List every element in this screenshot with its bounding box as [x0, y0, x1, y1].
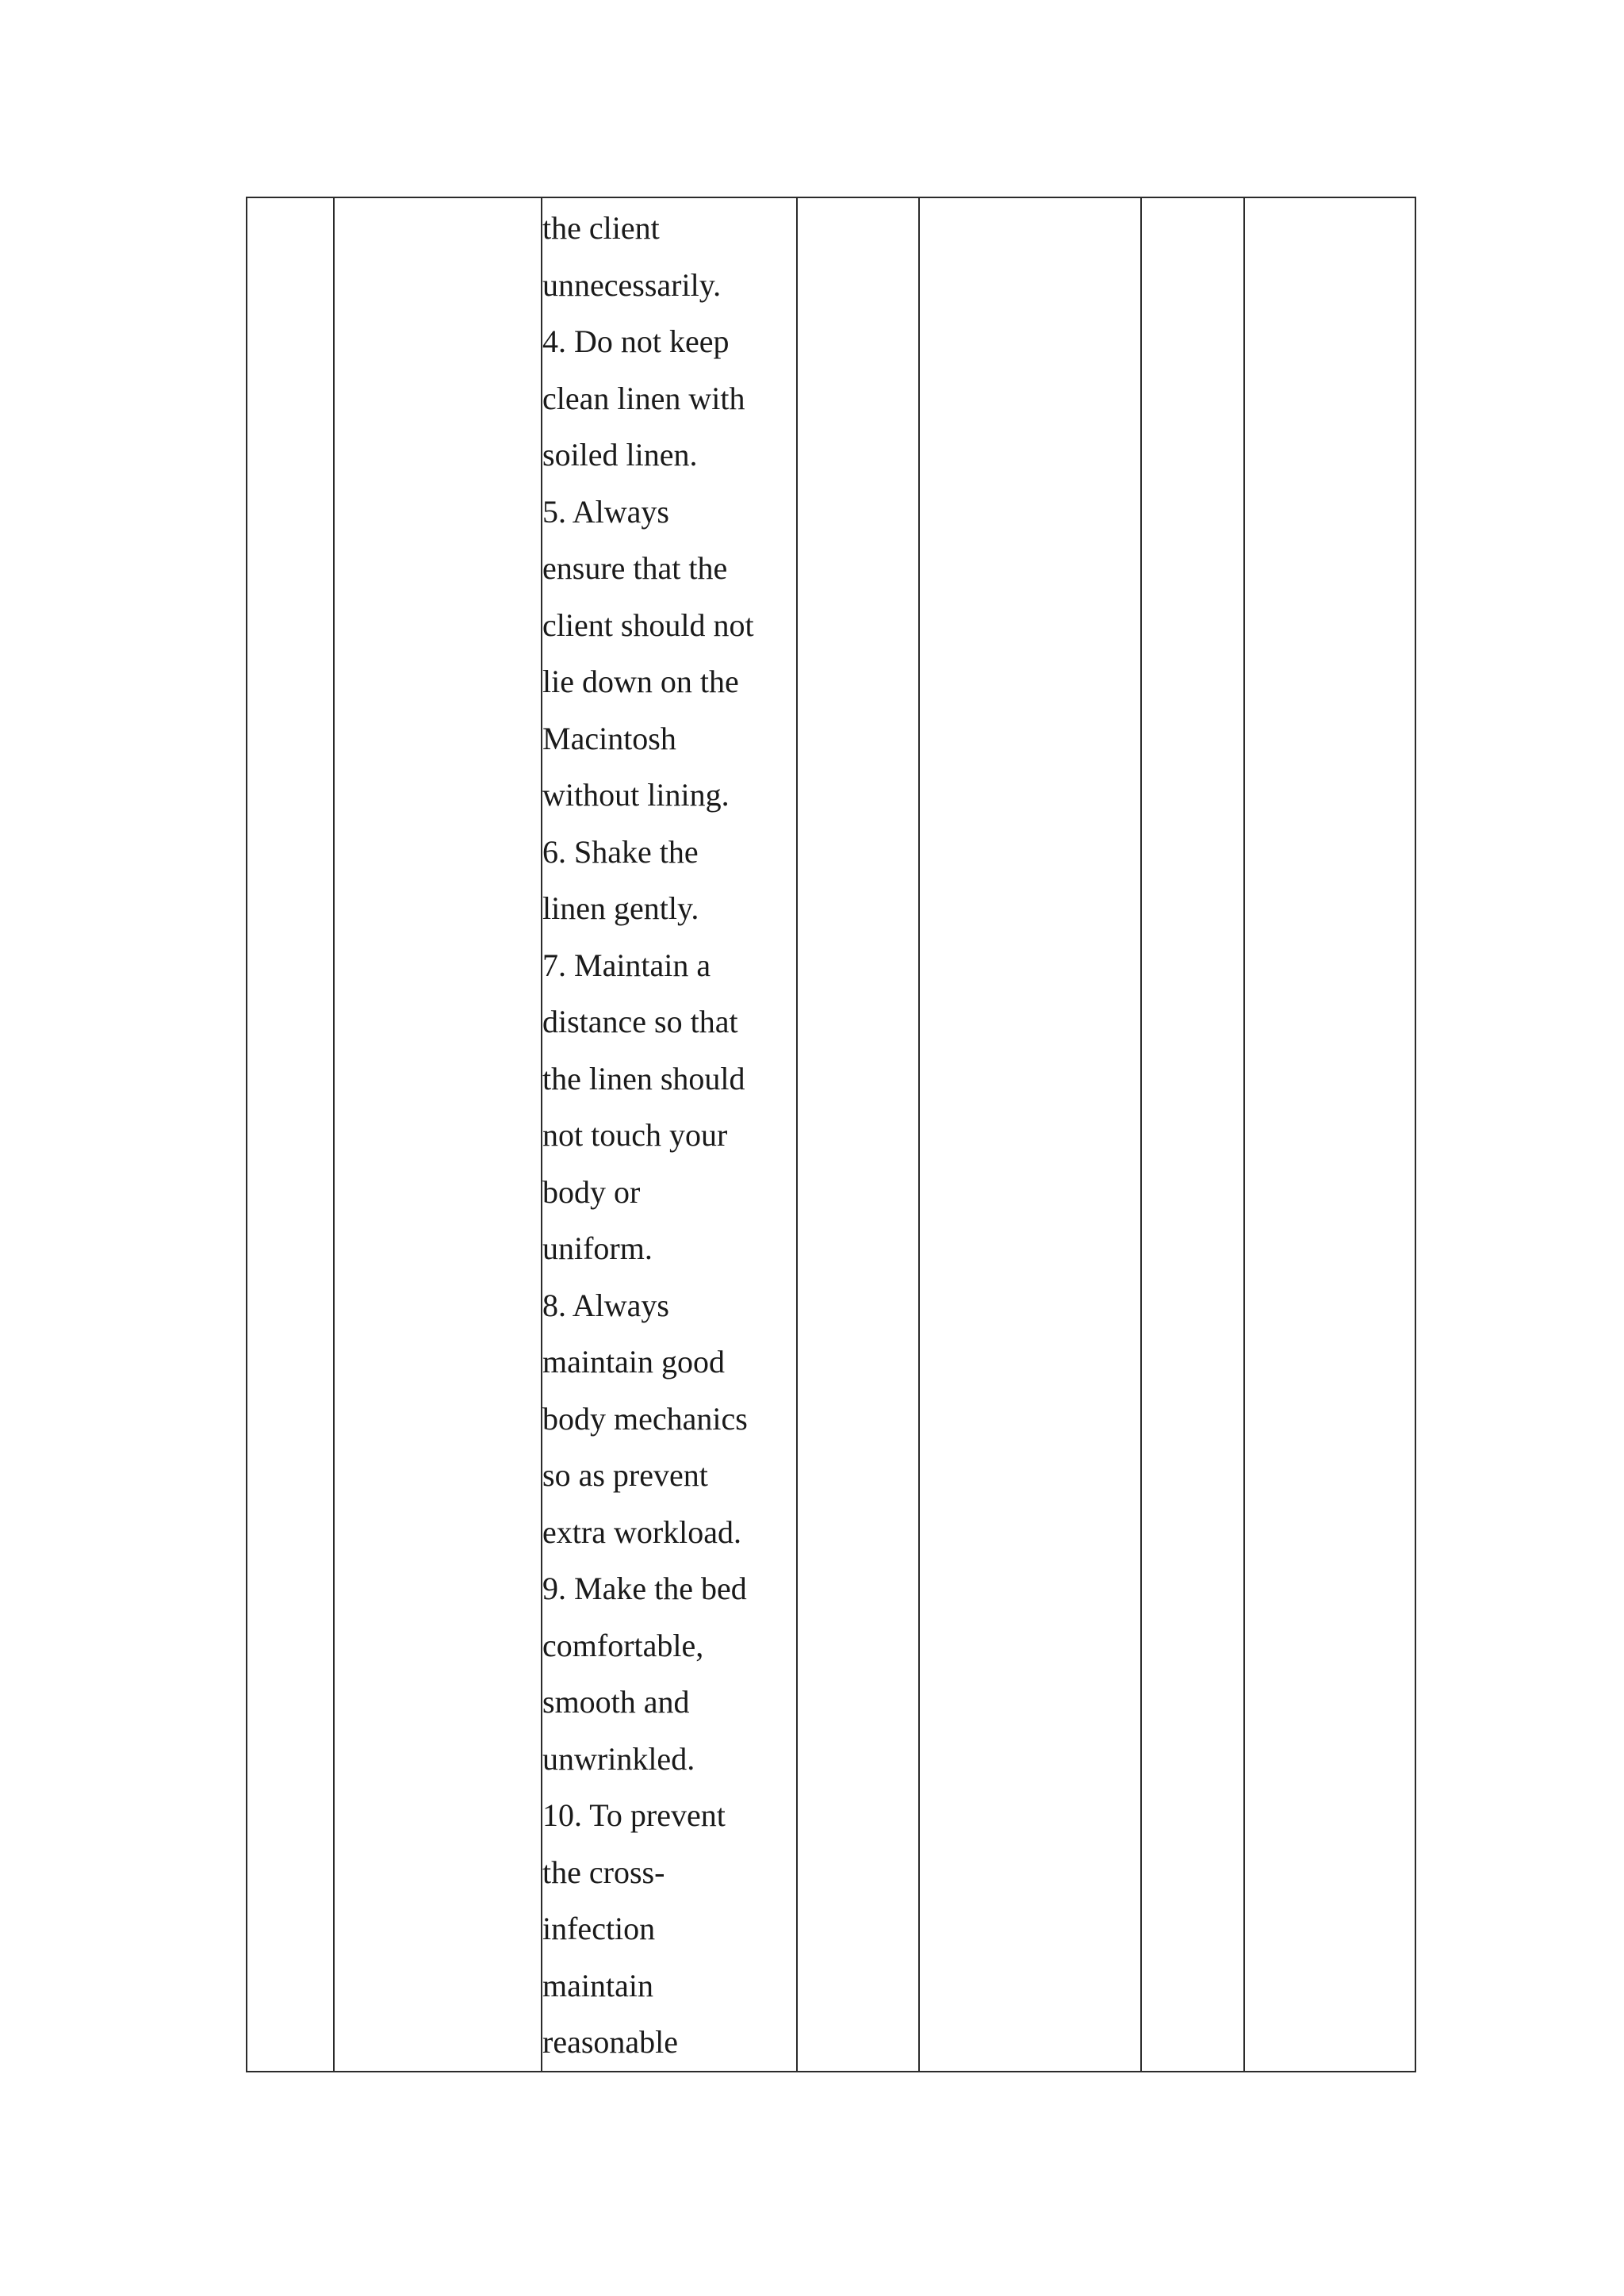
table-cell-empty-4: [919, 197, 1141, 2072]
text-line: the linen should: [542, 1060, 745, 1096]
text-line: maintain good: [542, 1344, 725, 1380]
table-cell-procedure-text: [542, 197, 797, 2072]
text-line: Macintosh: [542, 720, 676, 756]
text-line: body or: [542, 1173, 641, 1210]
procedure-text-lines: [542, 198, 796, 2071]
text-line: uniform.: [542, 1230, 653, 1266]
table-row: [247, 197, 1415, 2072]
text-line: 5. Always: [542, 493, 669, 530]
table-cell-empty-6: [1244, 197, 1415, 2072]
text-line: not touch your: [542, 1117, 728, 1153]
text-line: unwrinkled.: [542, 1740, 695, 1777]
text-line: the client: [542, 210, 660, 246]
text-line: 7. Maintain a: [542, 947, 711, 983]
text-line: 6. Shake the: [542, 833, 699, 870]
text-line: unnecessarily.: [542, 266, 722, 303]
text-line: extra workload.: [542, 1513, 742, 1550]
table-cell-empty-3: [797, 197, 919, 2072]
text-line: ensure that the: [542, 550, 728, 586]
text-line: comfortable,: [542, 1627, 704, 1663]
table-cell-empty-2: [334, 197, 542, 2072]
text-line: maintain: [542, 1967, 653, 2003]
text-line: body mechanics: [542, 1400, 748, 1437]
table-cell-empty-1: [247, 197, 334, 2072]
text-line: client should not: [542, 607, 754, 643]
text-line: 9. Make the bed: [542, 1571, 747, 1606]
text-line: 8. Always: [542, 1287, 669, 1323]
text-line: so as prevent: [542, 1457, 708, 1493]
text-line: lie down on the: [542, 664, 739, 699]
text-line: without lining.: [542, 777, 730, 813]
text-line: linen gently.: [542, 890, 699, 926]
procedure-table: [246, 197, 1416, 2072]
text-line: 10. To prevent: [542, 1797, 726, 1833]
text-line: clean linen with: [542, 380, 745, 416]
text-line: soiled linen.: [542, 437, 698, 473]
text-line: reasonable: [542, 2024, 679, 2060]
table-cell-empty-5: [1141, 197, 1244, 2072]
text-line: 4. Do not keep: [542, 323, 730, 359]
text-line: the cross-: [542, 1854, 665, 1890]
text-line: distance so that: [542, 1004, 738, 1039]
text-line: infection: [542, 1911, 656, 1946]
text-line: smooth and: [542, 1684, 690, 1720]
